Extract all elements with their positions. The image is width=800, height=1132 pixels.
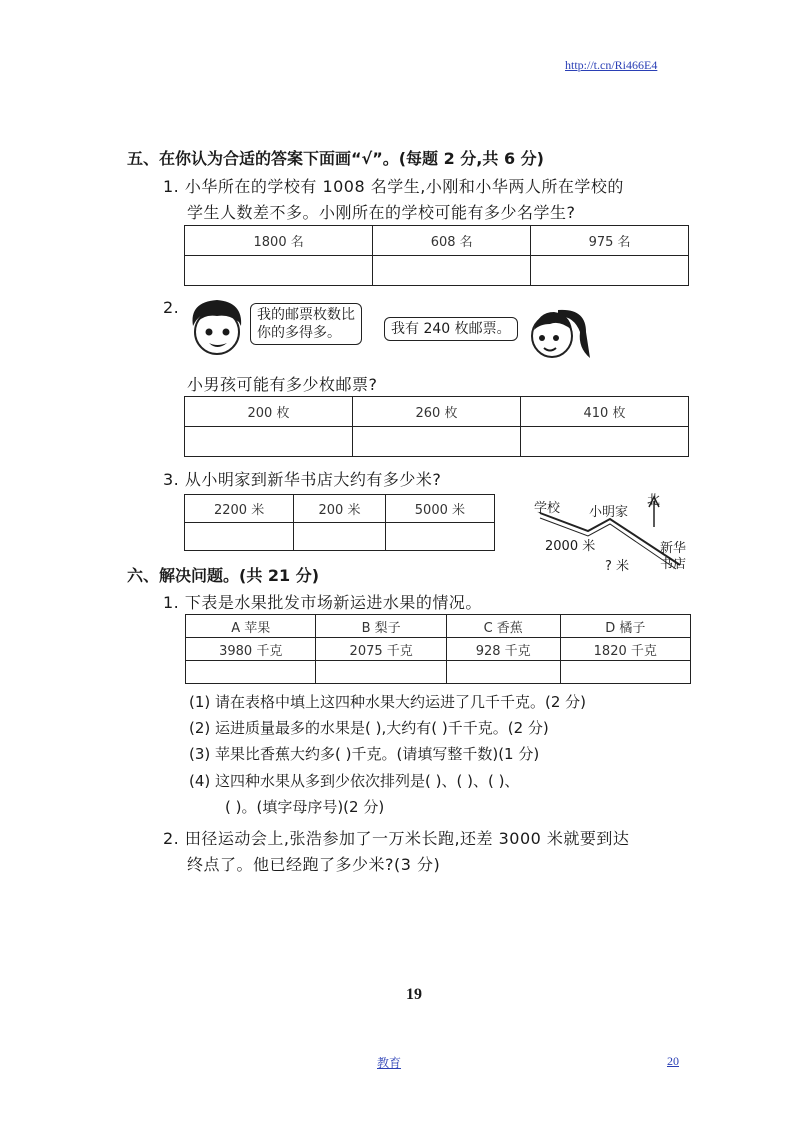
q3-text: 3. 从小明家到新华书店大约有多少米? (163, 470, 442, 489)
q2-option-c: 410 枚 (521, 397, 689, 427)
map-store-label-1: 新华 (660, 541, 687, 556)
q3-option-c: 5000 米 (385, 495, 494, 523)
q1-option-c: 975 名 (531, 226, 689, 256)
fruit-estimate-cell[interactable] (316, 661, 446, 684)
q1-option-b: 608 名 (373, 226, 531, 256)
footer-right-link[interactable]: 20 (667, 1054, 679, 1068)
boy-speech-line2: 你的多得多。 (257, 325, 341, 341)
boy-illustration-icon (183, 294, 251, 362)
fruit-header-c: C 香蕉 (446, 615, 560, 638)
fruit-weight-b: 2075 千克 (316, 638, 446, 661)
fruit-estimate-cell[interactable] (446, 661, 560, 684)
s6-q1-sub3: (3) 苹果比香蕉大约多( )千克。(请填写整千数)(1 分) (189, 745, 540, 763)
fruit-weight-d: 1820 千克 (560, 638, 690, 661)
q1-line1: 1. 小华所在的学校有 1008 名学生,小刚和小华两人所在学校的 (163, 177, 624, 196)
fruit-header-a: A 苹果 (186, 615, 316, 638)
s6-q2-line2: 终点了。他已经跑了多少米?(3 分) (187, 855, 441, 874)
s6-q1-sub4-line1: (4) 这四种水果从多到少依次排列是( )、( )、( )、 (189, 772, 520, 790)
map-distance-unknown: ? 米 (605, 559, 630, 574)
page-number: 19 (406, 986, 422, 1003)
q1-option-a: 1800 名 (185, 226, 373, 256)
q1-answer-cell[interactable] (531, 256, 689, 286)
q1-answer-cell[interactable] (185, 256, 373, 286)
map-school-label: 学校 (534, 501, 561, 516)
q3-answer-cell[interactable] (185, 523, 294, 551)
fruit-estimate-cell[interactable] (560, 661, 690, 684)
map-store-label-2: 书店 (660, 557, 687, 572)
q2-option-b: 260 枚 (353, 397, 521, 427)
s6-q1-sub2: (2) 运进质量最多的水果是( ),大约有( )千千克。(2 分) (189, 719, 549, 737)
boy-speech-line1: 我的邮票枚数比 (257, 307, 355, 323)
q1-options-table (184, 225, 689, 286)
q2-question: 小男孩可能有多少枚邮票? (187, 375, 378, 394)
girl-speech-text: 我有 240 枚邮票。 (391, 321, 511, 337)
fruit-estimate-cell[interactable] (186, 661, 316, 684)
q3-option-a: 2200 米 (185, 495, 294, 523)
q2-number: 2. (163, 298, 180, 317)
s6-q1-text: 1. 下表是水果批发市场新运进水果的情况。 (163, 593, 482, 612)
q3-options-table (184, 494, 495, 551)
fruit-weight-c: 928 千克 (446, 638, 560, 661)
q2-answer-cell[interactable] (185, 427, 353, 457)
q3-answer-cell[interactable] (294, 523, 386, 551)
fruit-table (185, 614, 691, 684)
map-distance-known: 2000 米 (545, 539, 596, 554)
girl-illustration-icon (520, 302, 592, 366)
boy-speech-bubble (250, 303, 362, 345)
q1-line2: 学生人数差不多。小刚所在的学校可能有多少名学生? (187, 203, 576, 222)
s6-q2-line1: 2. 田径运动会上,张浩参加了一万米长跑,还差 3000 米就要到达 (163, 829, 630, 848)
footer-left-link[interactable]: 教育 (377, 1056, 402, 1070)
header-link[interactable]: http://t.cn/Ri466E4 (565, 58, 658, 72)
s6-q1-sub4-line2: ( )。(填字母序号)(2 分) (225, 798, 385, 816)
s6-q1-sub1: (1) 请在表格中填上这四种水果大约运进了几千千克。(2 分) (189, 693, 587, 711)
q2-option-a: 200 枚 (185, 397, 353, 427)
q3-answer-cell[interactable] (385, 523, 494, 551)
q2-options-table (184, 396, 689, 457)
fruit-weight-a: 3980 千克 (186, 638, 316, 661)
q2-answer-cell[interactable] (521, 427, 689, 457)
section6-title: 六、解决问题。(共 21 分) (127, 566, 320, 585)
section5-title: 五、在你认为合适的答案下面画“√”。(每题 2 分,共 6 分) (127, 149, 544, 168)
girl-speech-bubble (384, 317, 518, 341)
q1-answer-cell[interactable] (373, 256, 531, 286)
q2-answer-cell[interactable] (353, 427, 521, 457)
fruit-header-d: D 橘子 (560, 615, 690, 638)
fruit-header-b: B 梨子 (316, 615, 446, 638)
map-north-label: 北 (647, 493, 661, 508)
map-home-label: 小明家 (589, 505, 629, 520)
q3-option-b: 200 米 (294, 495, 386, 523)
